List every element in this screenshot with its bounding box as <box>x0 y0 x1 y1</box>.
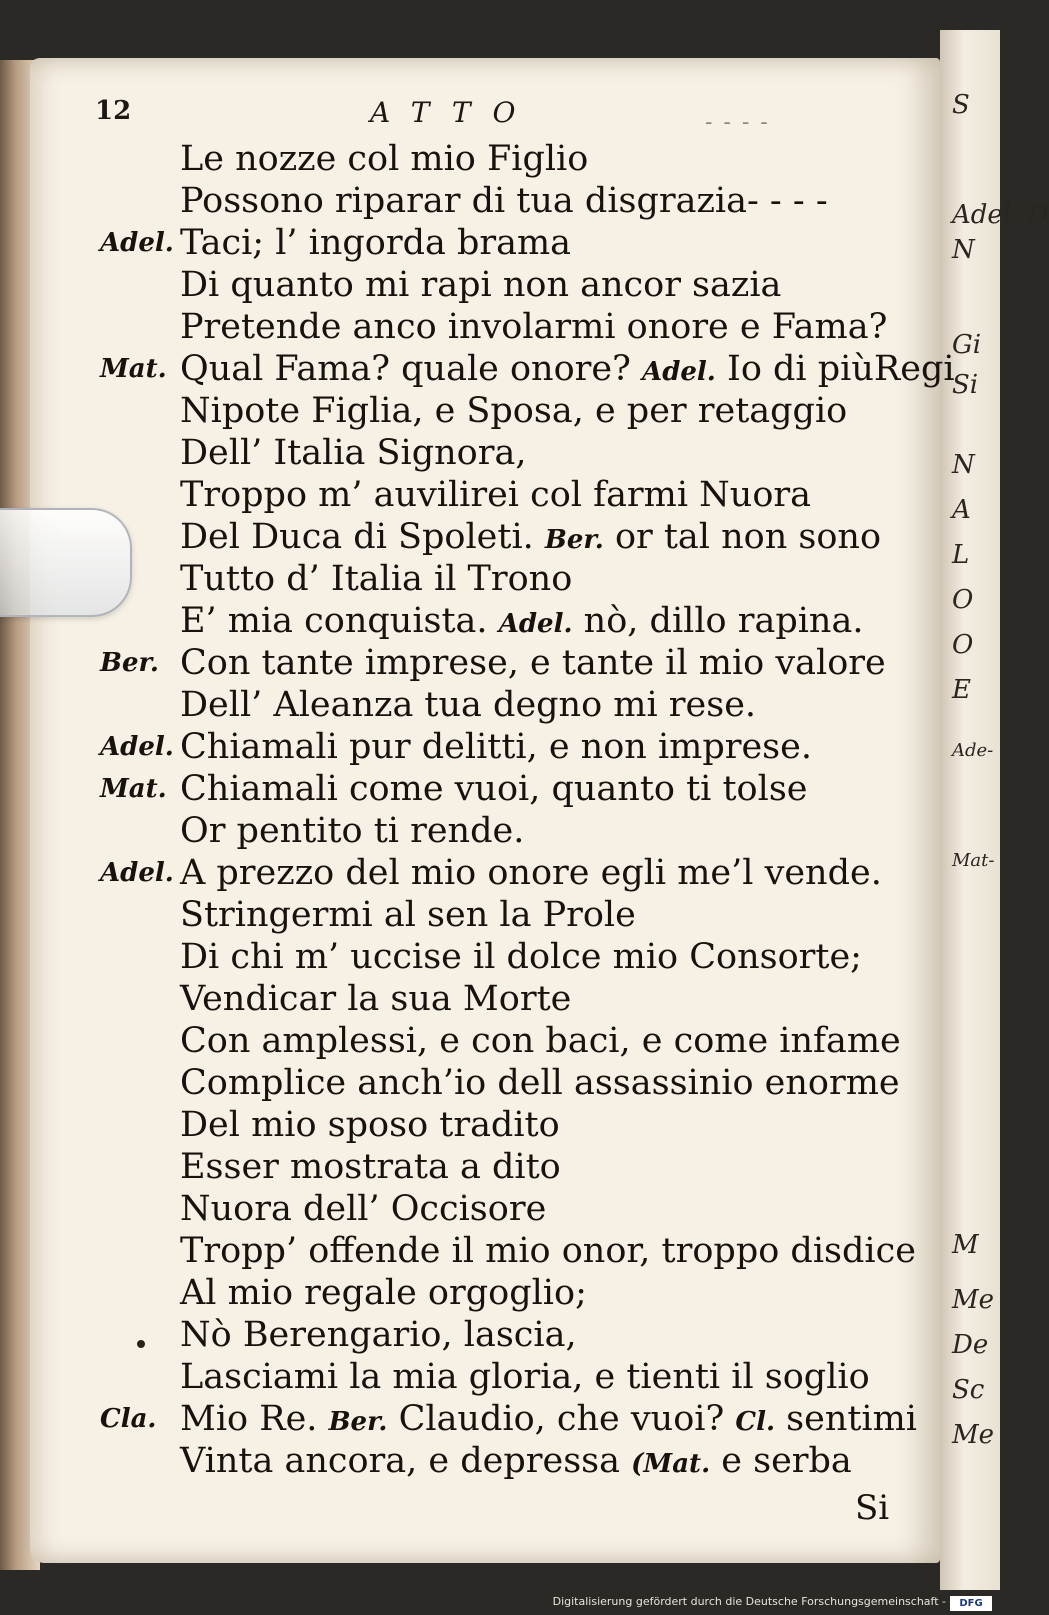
verse-line <box>100 180 980 222</box>
verse-segment: Di quanto mi rapi non ancor sazia <box>180 265 782 305</box>
verse-segment: Qual Fama? quale onore? <box>180 349 631 389</box>
verse-line <box>100 1146 980 1188</box>
verse-line <box>100 1440 980 1482</box>
facing-page-fragment: De <box>952 1330 989 1360</box>
verse-text <box>180 1146 561 1188</box>
facing-page-fragment: N <box>952 235 975 265</box>
verse-text <box>180 1398 917 1443</box>
verse-text <box>180 1062 900 1104</box>
facing-page-fragment: Adel. D <box>952 200 1049 230</box>
verse-text <box>180 1188 546 1230</box>
verse-text <box>180 264 781 306</box>
inline-speaker-label: Ber. <box>328 1407 388 1437</box>
dfg-logo: DFG <box>950 1596 992 1611</box>
facing-page-fragment: N <box>952 450 975 480</box>
facing-page-fragment: A <box>952 495 971 525</box>
page-holder-clip <box>0 508 132 617</box>
verse-segment: Tropp’ offende il mio onor, troppo disdice <box>180 1231 916 1271</box>
verse-segment: e serba <box>721 1441 852 1481</box>
verse-text <box>180 222 571 264</box>
facing-page-fragment: S <box>952 90 970 120</box>
facing-page-fragment: Me <box>952 1420 995 1450</box>
verse-line <box>100 474 980 516</box>
verse-text <box>180 1020 901 1062</box>
verse-segment: Esser mostrata a dito <box>180 1147 561 1187</box>
verse-segment: Nò Berengario, lascia, <box>180 1315 577 1355</box>
verse-segment: Lasciami la mia gloria, e tienti il soglio <box>180 1357 870 1397</box>
verse-segment: Io di piùRegi <box>727 349 955 389</box>
verse-segment: Possono riparar di tua disgrazia- - - - <box>180 181 828 221</box>
verse-segment: Le nozze col mio Figlio <box>180 139 589 179</box>
verse-text <box>180 516 881 561</box>
facing-page-fragment: M <box>952 1230 979 1260</box>
verse-line <box>100 1188 980 1230</box>
inline-speaker-label: (Mat. <box>631 1449 711 1479</box>
verse-line <box>100 264 980 306</box>
verse-line <box>100 558 980 600</box>
speaker-label: Mat. <box>100 774 167 804</box>
verse-segment: sentimi <box>786 1399 917 1439</box>
speaker-label: Cla. <box>100 1404 157 1434</box>
margin-dot <box>137 1340 145 1348</box>
verse-line <box>100 1104 980 1146</box>
verse-text <box>180 1272 587 1314</box>
inline-speaker-label: Adel. <box>498 609 573 639</box>
verse-line <box>100 390 980 432</box>
facing-page-fragment: Si <box>952 370 979 400</box>
verse-text <box>180 474 811 516</box>
verse-line <box>100 810 980 852</box>
verse-segment: A prezzo del mio onore egli me’l vende. <box>180 853 882 893</box>
facing-page-fragment: Gi <box>952 330 982 360</box>
verse-text <box>180 180 828 222</box>
verse-text <box>180 306 887 348</box>
verse-segment: Nuora dell’ Occisore <box>180 1189 547 1229</box>
speaker-label: Adel. <box>100 858 174 888</box>
running-head: ATTO <box>370 96 538 129</box>
verse-text <box>180 768 808 810</box>
catchword: Si <box>855 1488 890 1528</box>
inline-speaker-label: Adel. <box>642 357 716 387</box>
verse-segment: Con amplessi, e con baci, e come infame <box>180 1021 901 1061</box>
verse-text <box>180 432 526 474</box>
verse-line <box>100 1230 980 1272</box>
inline-speaker-label: Cl. <box>735 1407 775 1437</box>
verse-line <box>100 978 980 1020</box>
verse-segment: Del Duca di Spoleti. <box>180 517 534 557</box>
facing-page-fragment: Mat- <box>952 850 995 871</box>
speaker-label: Adel. <box>100 228 174 258</box>
verse-text <box>180 684 756 726</box>
verse-segment: Chiamali pur delitti, e non imprese. <box>180 727 812 767</box>
verse-segment: or tal non sono <box>614 517 882 557</box>
verse-text <box>180 348 955 393</box>
verse-text <box>180 978 571 1020</box>
verse-segment: Or pentito ti rende. <box>180 811 525 851</box>
facing-page-fragment: O <box>952 630 974 660</box>
facing-page-fragment: L <box>952 540 970 570</box>
verse-segment: Complice anch’io dell assassinio enorme <box>180 1063 900 1103</box>
verse-line <box>100 684 980 726</box>
verse-line <box>100 852 980 894</box>
verse-segment: Troppo m’ auvilirei col farmi Nuora <box>180 475 812 515</box>
verse-line <box>100 348 980 390</box>
verse-segment: Chiamali come vuoi, quanto ti tolse <box>180 769 808 809</box>
verse-text <box>180 1104 560 1146</box>
verse-text <box>180 390 847 432</box>
verse-text <box>180 726 812 768</box>
facing-page-fragment: Ade- <box>952 740 994 761</box>
verse-line <box>100 1062 980 1104</box>
verse-text <box>180 1314 577 1356</box>
verse-line <box>100 138 980 180</box>
verse-line <box>100 1356 980 1398</box>
facing-page-fragment: Sc <box>952 1375 985 1405</box>
verse-segment: Taci; l’ ingorda brama <box>180 223 572 263</box>
footer-credit: Digitalisierung gefördert durch die Deutsche Forschungsgemeinschaft - <box>552 1595 946 1608</box>
verse-text <box>180 138 588 180</box>
page-header <box>95 96 895 136</box>
verse-segment: Con tante imprese, e tante il mio valore <box>180 643 886 683</box>
verse-text <box>180 558 572 600</box>
verse-text <box>180 600 863 645</box>
verse-line <box>100 432 980 474</box>
verse-line <box>100 894 980 936</box>
header-dashes: - - - - <box>705 110 770 135</box>
page-number: 12 <box>95 96 132 126</box>
verse-text <box>180 936 862 978</box>
facing-page-fragment: O <box>952 585 974 615</box>
verse-line <box>100 768 980 810</box>
verse-text <box>180 1440 852 1485</box>
verse-segment: Dell’ Italia Signora, <box>180 433 527 473</box>
verse-line <box>100 642 980 684</box>
verse-segment: Claudio, che vuoi? <box>398 1399 725 1439</box>
verse-segment: Tutto d’ Italia il Trono <box>180 559 573 599</box>
verse-segment: Vendicar la sua Morte <box>180 979 572 1019</box>
verse-line <box>100 1272 980 1314</box>
verse-text <box>180 894 636 936</box>
verse-segment: Pretende anco involarmi onore e Fama? <box>180 307 888 347</box>
verse-line <box>100 726 980 768</box>
facing-page-fragment: Me <box>952 1285 995 1315</box>
verse-segment: Al mio regale orgoglio; <box>180 1273 587 1313</box>
digitization-footer <box>0 1593 1000 1615</box>
verse-line <box>100 936 980 978</box>
verse-text <box>180 810 524 852</box>
verse-segment: Mio Re. <box>180 1399 318 1439</box>
verse-segment: Nipote Figlia, e Sposa, e per retaggio <box>180 391 848 431</box>
verse-line <box>100 306 980 348</box>
verse-text <box>180 852 882 894</box>
verse-line <box>100 600 980 642</box>
speaker-label: Ber. <box>100 648 159 678</box>
speaker-label: Mat. <box>100 354 167 384</box>
verse-segment: nò, dillo rapina. <box>583 601 864 641</box>
verse-segment: Vinta ancora, e depressa <box>180 1441 620 1481</box>
verse-segment: Del mio sposo tradito <box>180 1105 560 1145</box>
speaker-label: Adel. <box>100 732 174 762</box>
verse-segment: Dell’ Aleanza tua degno mi rese. <box>180 685 757 725</box>
verse-text <box>180 1356 870 1398</box>
verse-text <box>180 642 886 684</box>
verse-line <box>100 516 980 558</box>
verse-segment: Stringermi al sen la Prole <box>180 895 636 935</box>
verse-line <box>100 1398 980 1440</box>
verse-segment: E’ mia conquista. <box>180 601 488 641</box>
verse-line <box>100 1314 980 1356</box>
inline-speaker-label: Ber. <box>544 525 604 555</box>
facing-page-fragment: E <box>952 675 971 705</box>
verse-segment: Di chi m’ uccise il dolce mio Consorte; <box>180 937 862 977</box>
verse-line <box>100 1020 980 1062</box>
verse-text <box>180 1230 916 1272</box>
verse-line <box>100 222 980 264</box>
